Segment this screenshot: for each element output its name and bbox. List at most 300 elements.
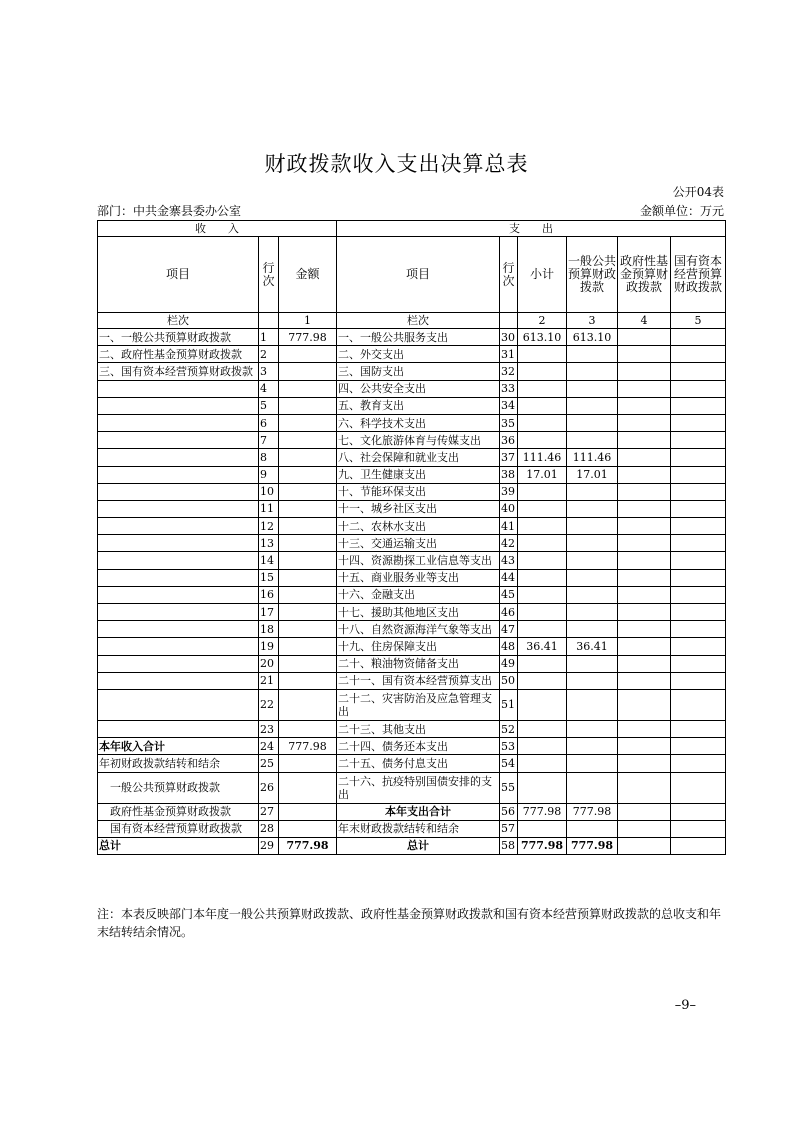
table-row bbox=[98, 483, 726, 500]
expense-line-cell: 41 bbox=[500, 518, 518, 535]
general-budget-cell: 111.46 bbox=[567, 449, 618, 466]
gov-fund-cell bbox=[618, 720, 671, 737]
state-capital-cell bbox=[671, 720, 726, 737]
gov-fund-cell bbox=[618, 535, 671, 552]
state-capital-cell bbox=[671, 569, 726, 586]
general-budget-cell bbox=[567, 672, 618, 689]
state-capital-cell bbox=[671, 820, 726, 837]
expense-item-cell: 六、科学技术支出 bbox=[337, 414, 500, 431]
state-capital-cell bbox=[671, 397, 726, 414]
gov-fund-cell bbox=[618, 483, 671, 500]
subtotal-cell bbox=[518, 432, 567, 449]
state-capital-cell bbox=[671, 466, 726, 483]
income-line-cell: 13 bbox=[259, 535, 279, 552]
expense-line-cell: 55 bbox=[500, 772, 518, 803]
state-capital-cell bbox=[671, 500, 726, 517]
income-item-cell: 三、国有资本经营预算财政拨款 bbox=[98, 363, 259, 380]
expense-line-cell: 52 bbox=[500, 720, 518, 737]
state-capital-cell bbox=[671, 483, 726, 500]
income-item-cell bbox=[98, 380, 259, 397]
general-budget-cell bbox=[567, 689, 618, 720]
table-row bbox=[98, 535, 726, 552]
table-row bbox=[98, 803, 726, 820]
income-line-cell: 10 bbox=[259, 483, 279, 500]
gov-fund-cell bbox=[618, 655, 671, 672]
gov-fund-cell bbox=[618, 621, 671, 638]
expense-line-cell: 38 bbox=[500, 466, 518, 483]
income-line-cell: 27 bbox=[259, 803, 279, 820]
subtotal-cell bbox=[518, 720, 567, 737]
state-capital-cell bbox=[671, 380, 726, 397]
state-capital-cell bbox=[671, 449, 726, 466]
income-item-cell bbox=[98, 552, 259, 569]
general-budget-cell bbox=[567, 500, 618, 517]
table-row bbox=[98, 466, 726, 483]
general-budget-cell bbox=[567, 604, 618, 621]
expense-item-cell: 二、外交支出 bbox=[337, 346, 500, 363]
income-item-cell: 一、一般公共预算财政拨款 bbox=[98, 329, 259, 346]
expense-item-cell: 十四、资源勘探工业信息等支出 bbox=[337, 552, 500, 569]
table-row bbox=[98, 772, 726, 803]
subtotal-cell bbox=[518, 500, 567, 517]
income-item-header: 项目 bbox=[98, 237, 259, 313]
expense-item-cell: 八、社会保障和就业支出 bbox=[337, 449, 500, 466]
income-line-cell: 26 bbox=[259, 772, 279, 803]
expense-line-cell: 45 bbox=[500, 586, 518, 603]
general-budget-cell: 613.10 bbox=[567, 329, 618, 346]
table-row bbox=[98, 569, 726, 586]
general-budget-cell bbox=[567, 380, 618, 397]
expense-item-cell: 十九、住房保障支出 bbox=[337, 638, 500, 655]
income-amount-cell: 777.98 bbox=[279, 329, 337, 346]
expense-line-cell: 34 bbox=[500, 397, 518, 414]
expense-item-header: 项目 bbox=[337, 237, 500, 313]
table-row bbox=[98, 518, 726, 535]
expense-section-header: 支 出 bbox=[337, 221, 726, 237]
table-row bbox=[98, 397, 726, 414]
expense-line-cell: 50 bbox=[500, 672, 518, 689]
gov-fund-cell bbox=[618, 772, 671, 803]
expense-line-cell: 58 bbox=[500, 837, 518, 854]
income-item-cell bbox=[98, 689, 259, 720]
income-line-cell: 7 bbox=[259, 432, 279, 449]
income-item-cell bbox=[98, 535, 259, 552]
table-row bbox=[98, 414, 726, 431]
state-capital-cell bbox=[671, 672, 726, 689]
expense-line-cell: 56 bbox=[500, 803, 518, 820]
expense-item-cell: 二十、粮油物资储备支出 bbox=[337, 655, 500, 672]
income-line-cell: 18 bbox=[259, 621, 279, 638]
subtotal-cell bbox=[518, 672, 567, 689]
income-line-cell: 11 bbox=[259, 500, 279, 517]
table-row bbox=[98, 432, 726, 449]
subtotal-cell: 613.10 bbox=[518, 329, 567, 346]
expense-item-cell: 二十二、灾害防治及应急管理支出 bbox=[337, 689, 500, 720]
table-row bbox=[98, 820, 726, 837]
table-row bbox=[98, 449, 726, 466]
income-line-cell: 8 bbox=[259, 449, 279, 466]
subtotal-cell bbox=[518, 346, 567, 363]
state-capital-cell bbox=[671, 755, 726, 772]
income-item-cell bbox=[98, 720, 259, 737]
expense-line-cell: 42 bbox=[500, 535, 518, 552]
general-budget-cell bbox=[567, 569, 618, 586]
income-amount-cell bbox=[279, 449, 337, 466]
expense-item-cell: 七、文化旅游体育与传媒支出 bbox=[337, 432, 500, 449]
expense-line-cell: 48 bbox=[500, 638, 518, 655]
fiscal-summary-table bbox=[97, 220, 726, 855]
expense-item-cell: 五、教育支出 bbox=[337, 397, 500, 414]
general-budget-cell bbox=[567, 346, 618, 363]
table-row bbox=[98, 755, 726, 772]
state-capital-cell bbox=[671, 346, 726, 363]
expense-item-cell: 本年支出合计 bbox=[337, 803, 500, 820]
general-budget-cell bbox=[567, 535, 618, 552]
subtotal-cell bbox=[518, 535, 567, 552]
income-amount-cell bbox=[279, 483, 337, 500]
expense-line-header: 行次 bbox=[500, 237, 518, 313]
income-line-cell: 6 bbox=[259, 414, 279, 431]
column-number: 2 bbox=[518, 313, 567, 329]
income-item-cell bbox=[98, 621, 259, 638]
subtotal-cell bbox=[518, 689, 567, 720]
general-budget-cell bbox=[567, 772, 618, 803]
table-row bbox=[98, 638, 726, 655]
income-item-cell: 二、政府性基金预算财政拨款 bbox=[98, 346, 259, 363]
state-capital-cell bbox=[671, 432, 726, 449]
gov-fund-cell bbox=[618, 397, 671, 414]
general-budget-header: 一般公共预算财政拨款 bbox=[567, 237, 618, 313]
state-capital-cell bbox=[671, 535, 726, 552]
subtotal-cell bbox=[518, 738, 567, 755]
expense-item-cell: 一、一般公共服务支出 bbox=[337, 329, 500, 346]
column-number: 1 bbox=[279, 313, 337, 329]
subtotal-cell bbox=[518, 414, 567, 431]
column-number: 5 bbox=[671, 313, 726, 329]
income-line-cell: 23 bbox=[259, 720, 279, 737]
gov-fund-cell bbox=[618, 380, 671, 397]
income-line-cell: 3 bbox=[259, 363, 279, 380]
income-item-cell bbox=[98, 414, 259, 431]
general-budget-cell bbox=[567, 397, 618, 414]
state-capital-cell bbox=[671, 552, 726, 569]
general-budget-cell bbox=[567, 552, 618, 569]
state-capital-cell bbox=[671, 655, 726, 672]
expense-line-cell: 57 bbox=[500, 820, 518, 837]
general-budget-cell bbox=[567, 414, 618, 431]
income-amount-cell bbox=[279, 672, 337, 689]
state-capital-cell bbox=[671, 604, 726, 621]
table-row bbox=[98, 738, 726, 755]
subtotal-cell bbox=[518, 363, 567, 380]
table-row bbox=[98, 720, 726, 737]
subtotal-cell bbox=[518, 655, 567, 672]
income-amount-cell bbox=[279, 638, 337, 655]
gov-fund-cell bbox=[618, 552, 671, 569]
expense-item-cell: 三、国防支出 bbox=[337, 363, 500, 380]
expense-item-cell: 二十四、债务还本支出 bbox=[337, 738, 500, 755]
expense-item-cell: 十六、金融支出 bbox=[337, 586, 500, 603]
general-budget-cell bbox=[567, 483, 618, 500]
general-budget-cell bbox=[567, 363, 618, 380]
page-title: 财政拨款收入支出决算总表 bbox=[264, 152, 529, 176]
footnote: 注：本表反映部门本年度一般公共预算财政拨款、政府性基金预算财政拨款和国有资本经营预算财政拨款的总收支和年末结转结余情况。 bbox=[97, 907, 722, 939]
general-budget-cell bbox=[567, 738, 618, 755]
state-capital-cell bbox=[671, 363, 726, 380]
state-capital-cell bbox=[671, 414, 726, 431]
expense-line-cell: 35 bbox=[500, 414, 518, 431]
income-line-cell: 1 bbox=[259, 329, 279, 346]
general-budget-cell bbox=[567, 755, 618, 772]
general-budget-cell bbox=[567, 655, 618, 672]
table-row bbox=[98, 672, 726, 689]
expense-line-cell: 32 bbox=[500, 363, 518, 380]
gov-fund-cell bbox=[618, 569, 671, 586]
subtotal-cell bbox=[518, 820, 567, 837]
gov-fund-cell bbox=[618, 738, 671, 755]
table-row bbox=[98, 689, 726, 720]
state-capital-cell bbox=[671, 621, 726, 638]
income-amount-cell bbox=[279, 569, 337, 586]
expense-item-cell: 十一、城乡社区支出 bbox=[337, 500, 500, 517]
gov-fund-cell bbox=[618, 500, 671, 517]
page-number: –9– bbox=[674, 998, 696, 1013]
gov-fund-cell bbox=[618, 414, 671, 431]
expense-item-cell: 十八、自然资源海洋气象等支出 bbox=[337, 621, 500, 638]
gov-fund-cell bbox=[618, 837, 671, 854]
state-capital-cell bbox=[671, 772, 726, 803]
state-capital-cell bbox=[671, 689, 726, 720]
table-row bbox=[98, 586, 726, 603]
expense-item-cell: 十七、援助其他地区支出 bbox=[337, 604, 500, 621]
table-row bbox=[98, 552, 726, 569]
expense-item-cell: 四、公共安全支出 bbox=[337, 380, 500, 397]
income-item-cell bbox=[98, 586, 259, 603]
income-line-cell: 29 bbox=[259, 837, 279, 854]
income-line-cell: 19 bbox=[259, 638, 279, 655]
subtotal-cell: 777.98 bbox=[518, 837, 567, 854]
income-item-cell: 总计 bbox=[98, 837, 259, 854]
gov-fund-cell bbox=[618, 820, 671, 837]
expense-line-cell: 30 bbox=[500, 329, 518, 346]
income-item-cell: 年初财政拨款结转和结余 bbox=[98, 755, 259, 772]
expense-item-cell: 年末财政拨款结转和结余 bbox=[337, 820, 500, 837]
income-line-cell: 9 bbox=[259, 466, 279, 483]
subtotal-cell: 36.41 bbox=[518, 638, 567, 655]
column-label: 栏次 bbox=[337, 313, 500, 329]
column-label: 栏次 bbox=[98, 313, 259, 329]
expense-item-cell: 二十六、抗疫特别国债安排的支出 bbox=[337, 772, 500, 803]
column-number: 4 bbox=[618, 313, 671, 329]
table-row bbox=[98, 604, 726, 621]
income-amount-cell bbox=[279, 772, 337, 803]
subtotal-header: 小计 bbox=[518, 237, 567, 313]
subtotal-cell bbox=[518, 397, 567, 414]
state-capital-cell bbox=[671, 638, 726, 655]
income-amount-cell bbox=[279, 586, 337, 603]
expense-line-cell: 44 bbox=[500, 569, 518, 586]
table-row bbox=[98, 329, 726, 346]
expense-line-cell: 43 bbox=[500, 552, 518, 569]
state-capital-cell bbox=[671, 518, 726, 535]
income-item-cell bbox=[98, 569, 259, 586]
income-item-cell bbox=[98, 655, 259, 672]
income-item-cell bbox=[98, 483, 259, 500]
income-amount-cell: 777.98 bbox=[279, 738, 337, 755]
income-amount-cell bbox=[279, 720, 337, 737]
income-amount-cell bbox=[279, 535, 337, 552]
general-budget-cell: 36.41 bbox=[567, 638, 618, 655]
subtotal-cell: 111.46 bbox=[518, 449, 567, 466]
subtotal-cell bbox=[518, 518, 567, 535]
table-row bbox=[98, 346, 726, 363]
general-budget-cell: 777.98 bbox=[567, 803, 618, 820]
income-line-cell: 25 bbox=[259, 755, 279, 772]
subtotal-cell bbox=[518, 569, 567, 586]
expense-item-cell: 十、节能环保支出 bbox=[337, 483, 500, 500]
income-amount-cell bbox=[279, 414, 337, 431]
income-line-header: 行次 bbox=[259, 237, 279, 313]
gov-fund-cell bbox=[618, 638, 671, 655]
general-budget-cell bbox=[567, 820, 618, 837]
subtotal-cell: 17.01 bbox=[518, 466, 567, 483]
income-item-cell bbox=[98, 500, 259, 517]
expense-line-cell: 39 bbox=[500, 483, 518, 500]
income-item-cell: 政府性基金预算财政拨款 bbox=[98, 803, 259, 820]
income-amount-cell bbox=[279, 363, 337, 380]
income-line-cell: 5 bbox=[259, 397, 279, 414]
expense-item-cell: 九、卫生健康支出 bbox=[337, 466, 500, 483]
subtotal-cell bbox=[518, 621, 567, 638]
expense-item-cell: 十五、商业服务业等支出 bbox=[337, 569, 500, 586]
income-item-cell: 本年收入合计 bbox=[98, 738, 259, 755]
gov-fund-cell bbox=[618, 449, 671, 466]
state-capital-header: 国有资本经营预算财政拨款 bbox=[671, 237, 726, 313]
state-capital-cell bbox=[671, 803, 726, 820]
subtotal-cell bbox=[518, 380, 567, 397]
income-amount-cell bbox=[279, 689, 337, 720]
column-number-empty bbox=[259, 313, 279, 329]
gov-fund-header: 政府性基金预算财政拨款 bbox=[618, 237, 671, 313]
general-budget-cell bbox=[567, 720, 618, 737]
general-budget-cell: 777.98 bbox=[567, 837, 618, 854]
income-item-cell bbox=[98, 432, 259, 449]
expense-item-cell: 二十三、其他支出 bbox=[337, 720, 500, 737]
expense-item-cell: 二十五、债务付息支出 bbox=[337, 755, 500, 772]
expense-line-cell: 37 bbox=[500, 449, 518, 466]
gov-fund-cell bbox=[618, 329, 671, 346]
state-capital-cell bbox=[671, 738, 726, 755]
income-line-cell: 16 bbox=[259, 586, 279, 603]
gov-fund-cell bbox=[618, 672, 671, 689]
income-line-cell: 28 bbox=[259, 820, 279, 837]
subtotal-cell bbox=[518, 552, 567, 569]
income-amount-cell bbox=[279, 518, 337, 535]
income-line-cell: 22 bbox=[259, 689, 279, 720]
gov-fund-cell bbox=[618, 604, 671, 621]
column-number-empty bbox=[500, 313, 518, 329]
subtotal-cell bbox=[518, 772, 567, 803]
state-capital-cell bbox=[671, 329, 726, 346]
income-line-cell: 20 bbox=[259, 655, 279, 672]
expense-line-cell: 54 bbox=[500, 755, 518, 772]
income-item-cell: 国有资本经营预算财政拨款 bbox=[98, 820, 259, 837]
column-number: 3 bbox=[567, 313, 618, 329]
state-capital-cell bbox=[671, 586, 726, 603]
income-amount-cell bbox=[279, 380, 337, 397]
subtotal-cell: 777.98 bbox=[518, 803, 567, 820]
subtotal-cell bbox=[518, 755, 567, 772]
expense-line-cell: 47 bbox=[500, 621, 518, 638]
table-row bbox=[98, 363, 726, 380]
table-row bbox=[98, 500, 726, 517]
expense-line-cell: 46 bbox=[500, 604, 518, 621]
gov-fund-cell bbox=[618, 518, 671, 535]
income-item-cell bbox=[98, 466, 259, 483]
income-item-cell: 一般公共预算财政拨款 bbox=[98, 772, 259, 803]
expense-line-cell: 53 bbox=[500, 738, 518, 755]
general-budget-cell bbox=[567, 621, 618, 638]
income-amount-cell bbox=[279, 755, 337, 772]
department-label: 部门：中共金寨县委办公室 bbox=[97, 204, 242, 218]
income-amount-cell bbox=[279, 604, 337, 621]
table-row bbox=[98, 621, 726, 638]
subtotal-cell bbox=[518, 586, 567, 603]
expense-line-cell: 31 bbox=[500, 346, 518, 363]
income-amount-cell bbox=[279, 803, 337, 820]
gov-fund-cell bbox=[618, 363, 671, 380]
income-amount-cell bbox=[279, 346, 337, 363]
form-code: 公开04表 bbox=[672, 185, 724, 199]
income-amount-header: 金额 bbox=[279, 237, 337, 313]
expense-line-cell: 33 bbox=[500, 380, 518, 397]
income-item-cell bbox=[98, 518, 259, 535]
gov-fund-cell bbox=[618, 432, 671, 449]
income-line-cell: 24 bbox=[259, 738, 279, 755]
general-budget-cell: 17.01 bbox=[567, 466, 618, 483]
gov-fund-cell bbox=[618, 586, 671, 603]
income-item-cell bbox=[98, 638, 259, 655]
gov-fund-cell bbox=[618, 689, 671, 720]
income-amount-cell bbox=[279, 432, 337, 449]
gov-fund-cell bbox=[618, 466, 671, 483]
gov-fund-cell bbox=[618, 755, 671, 772]
income-amount-cell bbox=[279, 820, 337, 837]
subtotal-cell bbox=[518, 604, 567, 621]
gov-fund-cell bbox=[618, 346, 671, 363]
income-line-cell: 17 bbox=[259, 604, 279, 621]
income-item-cell bbox=[98, 672, 259, 689]
income-amount-cell bbox=[279, 500, 337, 517]
expense-item-cell: 十二、农林水支出 bbox=[337, 518, 500, 535]
subtotal-cell bbox=[518, 483, 567, 500]
expense-line-cell: 36 bbox=[500, 432, 518, 449]
income-amount-cell bbox=[279, 466, 337, 483]
general-budget-cell bbox=[567, 432, 618, 449]
income-line-cell: 4 bbox=[259, 380, 279, 397]
income-amount-cell bbox=[279, 397, 337, 414]
income-line-cell: 15 bbox=[259, 569, 279, 586]
income-item-cell bbox=[98, 397, 259, 414]
income-amount-cell: 777.98 bbox=[279, 837, 337, 854]
table-body bbox=[98, 329, 726, 855]
income-line-cell: 21 bbox=[259, 672, 279, 689]
table-row bbox=[98, 655, 726, 672]
general-budget-cell bbox=[567, 586, 618, 603]
table-row bbox=[98, 837, 726, 854]
expense-line-cell: 51 bbox=[500, 689, 518, 720]
expense-item-cell: 总计 bbox=[337, 837, 500, 854]
